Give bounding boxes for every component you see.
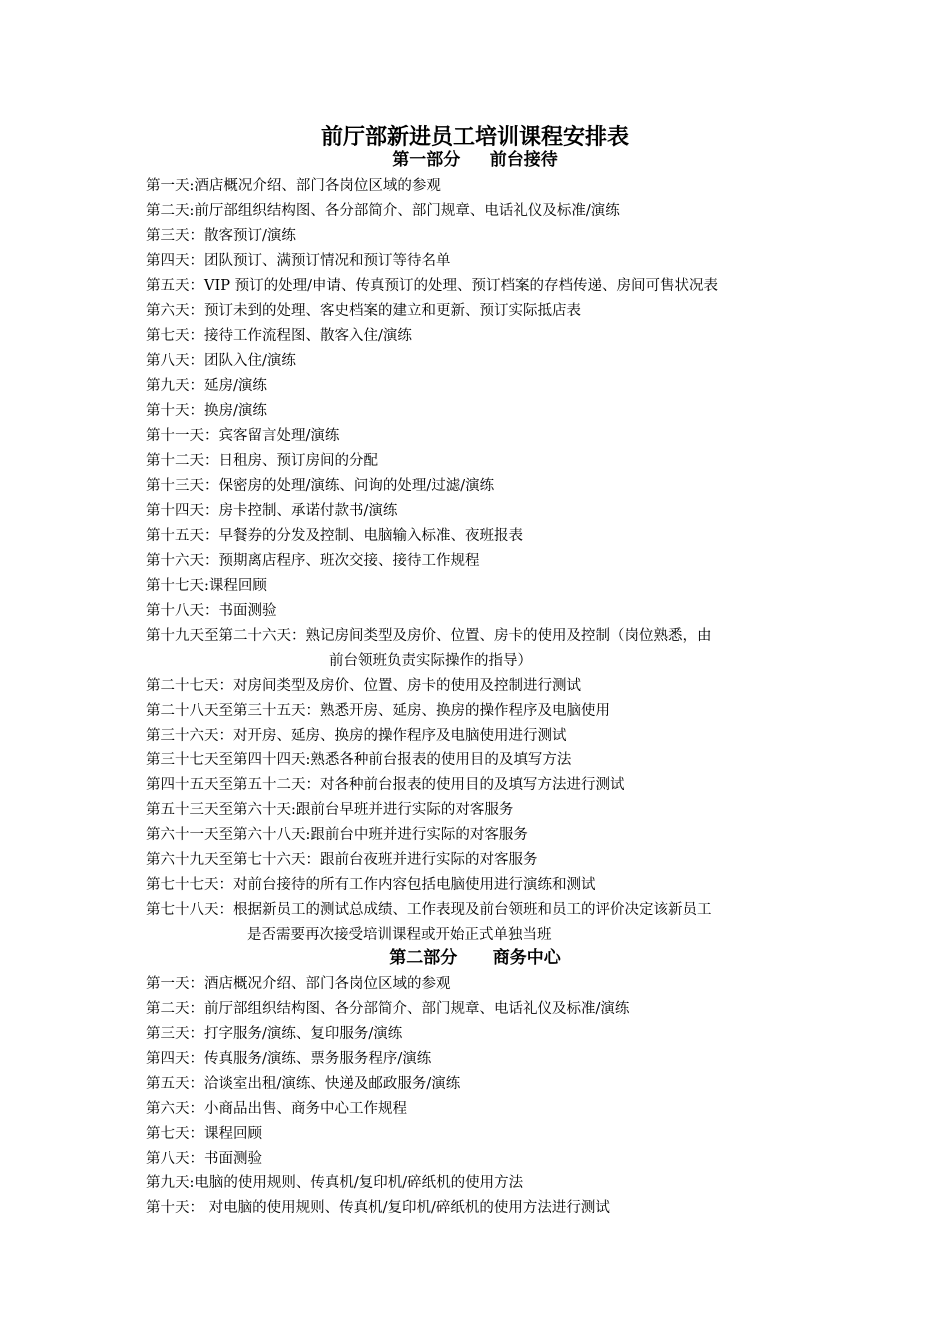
schedule-line: 第六天：小商品出售、商务中心工作规程: [146, 1101, 407, 1117]
schedule-line-continuation: 是否需要再次接受培训课程或开始正式单独当班: [247, 927, 552, 943]
schedule-line: 第七天：课程回顾: [146, 1126, 262, 1142]
schedule-line: 第十四天：房卡控制、承诺付款书/演练: [146, 503, 398, 519]
schedule-line: 第六天：预订未到的处理、客史档案的建立和更新、预订实际抵店表: [146, 303, 581, 319]
schedule-line: 第七十七天：对前台接待的所有工作内容包括电脑使用进行演练和测试: [146, 877, 596, 893]
schedule-line: 第二十七天：对房间类型及房价、位置、房卡的使用及控制进行测试: [146, 678, 581, 694]
schedule-line: 第六十一天至第六十八天:跟前台中班并进行实际的对客服务: [146, 827, 528, 843]
schedule-line: 第六十九天至第七十六天：跟前台夜班并进行实际的对客服务: [146, 852, 538, 868]
section-heading-reception: 第一部分 前台接待: [392, 150, 558, 170]
schedule-line: 第七十八天：根据新员工的测试总成绩、工作表现及前台领班和员工的评价决定该新员工: [146, 902, 712, 918]
schedule-line: 第三十七天至第四十四天:熟悉各种前台报表的使用目的及填写方法: [146, 752, 572, 768]
schedule-line: 第十三天：保密房的处理/演练、问询的处理/过滤/演练: [146, 478, 495, 494]
schedule-line: 第七天：接待工作流程图、散客入住/演练: [146, 328, 412, 344]
schedule-line: 第三天：散客预订/演练: [146, 228, 296, 244]
schedule-line: 第五天：VIP 预订的处理/申请、传真预订的处理、预订档案的存档传递、房间可售状况表: [146, 278, 718, 294]
schedule-line: 第十六天：预期离店程序、班次交接、接待工作规程: [146, 553, 480, 569]
schedule-line: 第三十六天：对开房、延房、换房的操作程序及电脑使用进行测试: [146, 728, 567, 744]
schedule-line: 第三天：打字服务/演练、复印服务/演练: [146, 1026, 403, 1042]
schedule-line: 第四天：传真服务/演练、票务服务程序/演练: [146, 1051, 432, 1067]
schedule-line: 第一天：酒店概况介绍、部门各岗位区域的参观: [146, 976, 451, 992]
schedule-line: 第二天：前厅部组织结构图、各分部简介、部门规章、电话礼仪及标准/演练: [146, 1001, 630, 1017]
schedule-line: 第四十五天至第五十二天：对各种前台报表的使用目的及填写方法进行测试: [146, 777, 625, 793]
schedule-line: 第十九天至第二十六天：熟记房间类型及房价、位置、房卡的使用及控制（岗位熟悉，由: [146, 628, 712, 644]
schedule-line: 第二天:前厅部组织结构图、各分部简介、部门规章、电话礼仪及标准/演练: [146, 203, 620, 219]
schedule-line: 第九天：延房/演练: [146, 378, 267, 394]
schedule-line: 第二十八天至第三十五天：熟悉开房、延房、换房的操作程序及电脑使用: [146, 703, 610, 719]
schedule-line: 第八天：团队入住/演练: [146, 353, 296, 369]
schedule-line: 第十天： 对电脑的使用规则、传真机/复印机/碎纸机的使用方法进行测试: [146, 1200, 610, 1216]
schedule-line: 第五十三天至第六十天:跟前台早班并进行实际的对客服务: [146, 802, 514, 818]
schedule-line: 第十五天：早餐券的分发及控制、电脑输入标准、夜班报表: [146, 528, 523, 544]
schedule-line: 第十天：换房/演练: [146, 403, 267, 419]
document-title: 前厅部新进员工培训课程安排表: [320, 124, 629, 150]
schedule-line-continuation: 前台领班负责实际操作的指导）: [329, 653, 532, 669]
schedule-line: 第十二天：日租房、预订房间的分配: [146, 453, 378, 469]
schedule-line: 第十七天:课程回顾: [146, 578, 267, 594]
section-heading-business-center: 第二部分 商务中心: [389, 948, 561, 968]
schedule-line: 第十八天：书面测验: [146, 603, 277, 619]
schedule-line: 第十一天：宾客留言处理/演练: [146, 428, 340, 444]
schedule-line: 第五天：洽谈室出租/演练、快递及邮政服务/演练: [146, 1076, 461, 1092]
schedule-line: 第九天:电脑的使用规则、传真机/复印机/碎纸机的使用方法: [146, 1175, 524, 1191]
schedule-line: 第一天:酒店概况介绍、部门各岗位区域的参观: [146, 178, 441, 194]
schedule-line: 第八天：书面测验: [146, 1151, 262, 1167]
schedule-line: 第四天：团队预订、满预订情况和预订等待名单: [146, 253, 451, 269]
